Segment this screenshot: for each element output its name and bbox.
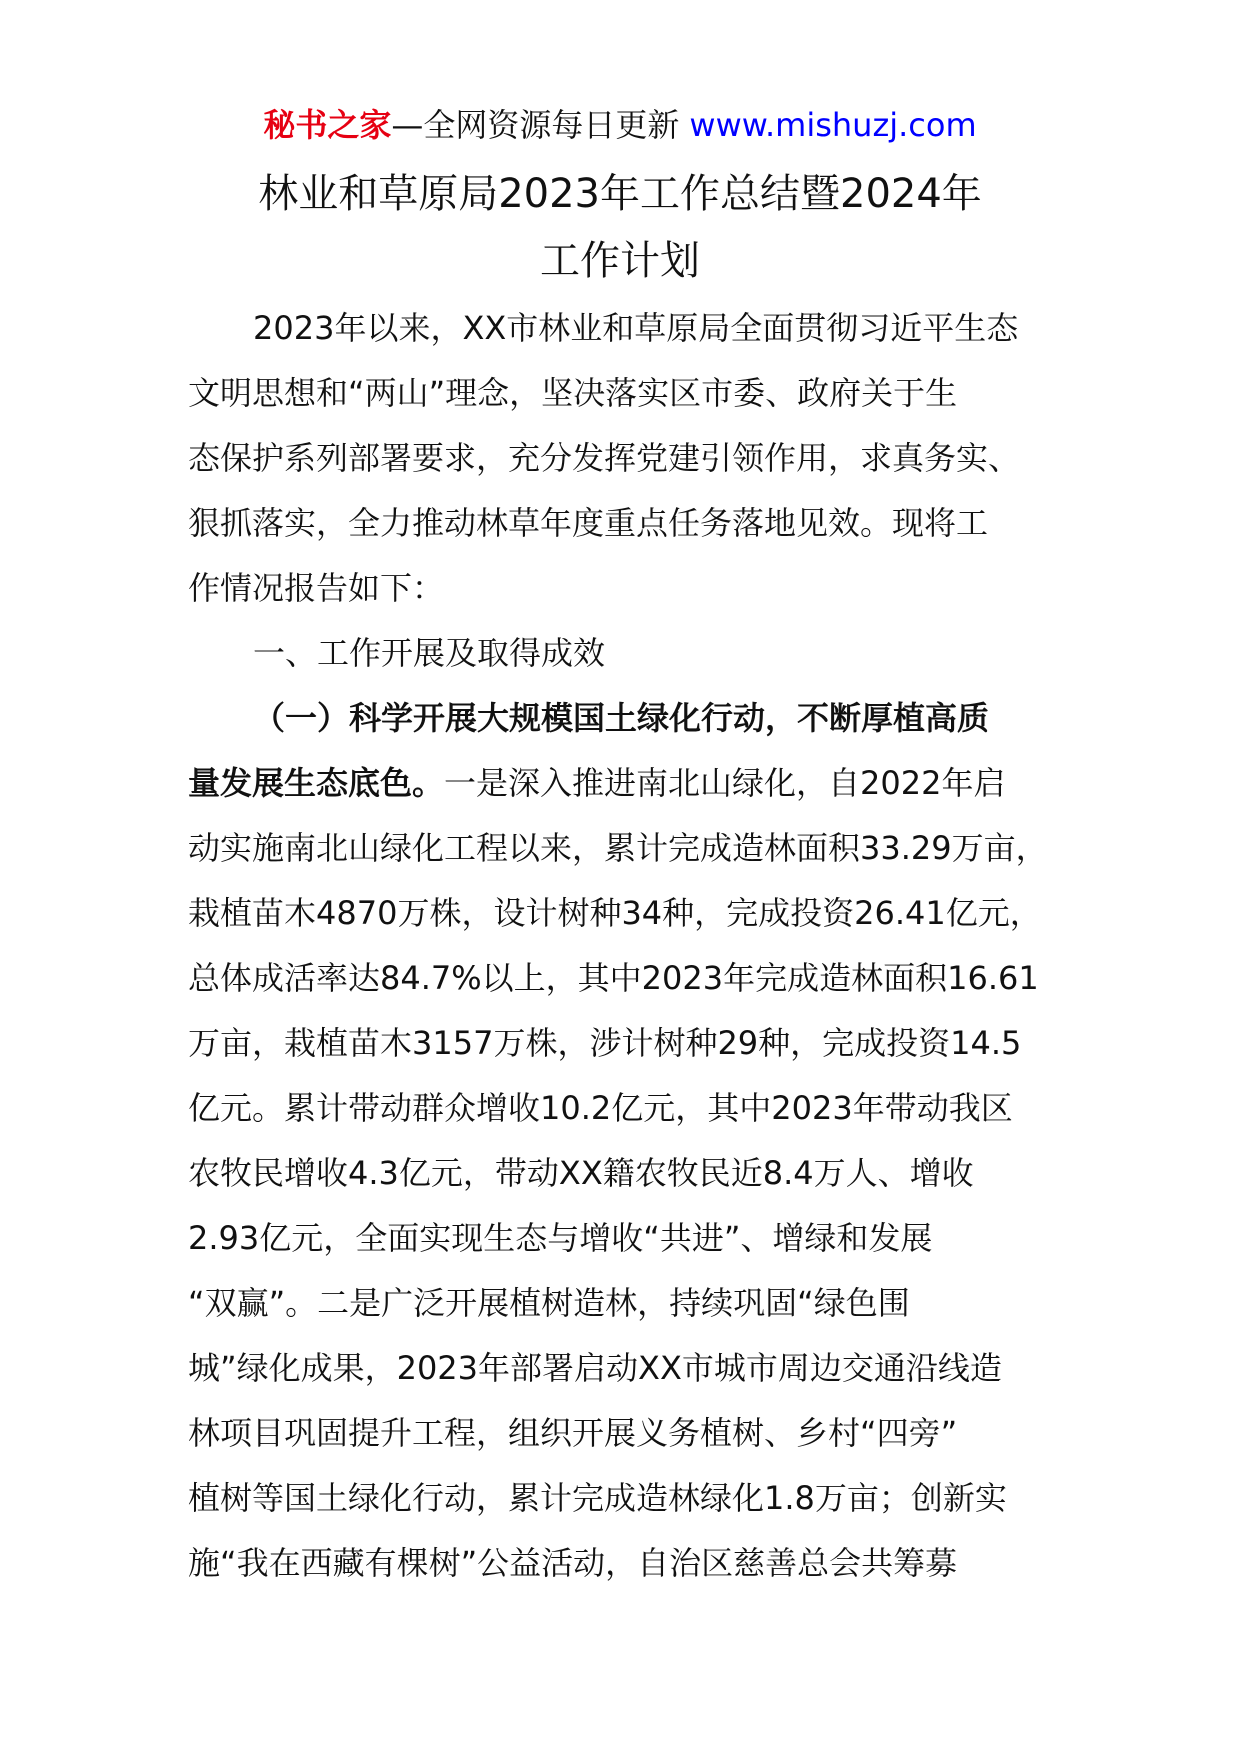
section-heading: 一、工作开展及取得成效 — [253, 634, 606, 672]
paragraph-line-mixed — [188, 751, 1088, 816]
paragraph-line: 总体成活率达84.7%以上，其中2023年完成造林面积16.61 — [188, 959, 1039, 997]
paragraph-line: 城”绿化成果，2023年部署启动XX市城市周边交通沿线造 — [188, 1349, 1002, 1387]
paragraph-line: 施“我在西藏有棵树”公益活动，自治区慈善总会共筹募 — [188, 1544, 958, 1582]
paragraph-line: 作情况报告如下： — [188, 569, 445, 607]
document-title-line-1: 林业和草原局2023年工作总结暨2024年 — [258, 171, 982, 217]
paragraph-line: 栽植苗木4870万株，设计树种34种，完成投资26.41亿元， — [188, 894, 1042, 932]
paragraph-line: 2.93亿元，全面实现生态与增收“共进”、增绿和发展 — [188, 1219, 933, 1257]
paragraph-line: 农牧民增收4.3亿元，带动XX籍农牧民近8.4万人、增收 — [188, 1154, 974, 1192]
paragraph-line: 2023年以来，XX市林业和草原局全面贯彻习近平生态 — [253, 309, 1019, 347]
paragraph-line: 动实施南北山绿化工程以来，累计完成造林面积33.29万亩， — [188, 829, 1048, 867]
paragraph-text: 一是深入推进南北山绿化，自2022年启 — [444, 764, 1006, 802]
paragraph-line: 文明思想和“两山”理念，坚决落实区市委、政府关于生 — [188, 374, 958, 412]
subsection-heading: （一）科学开展大规模国土绿化行动，不断厚植高质 — [253, 699, 990, 737]
site-url-link[interactable]: www.mishuzj.com — [689, 106, 977, 144]
subsection-heading-end: 量发展生态底色。 — [188, 764, 445, 802]
document-title-line-2: 工作计划 — [540, 238, 700, 284]
site-brand: 秘书之家 — [263, 106, 392, 144]
paragraph-line: 植树等国土绿化行动，累计完成造林绿化1.8万亩；创新实 — [188, 1479, 1007, 1517]
site-header — [0, 103, 1240, 147]
paragraph-line: 亿元。累计带动群众增收10.2亿元，其中2023年带动我区 — [188, 1089, 1013, 1127]
site-tagline: —全网资源每日更新 — [391, 106, 680, 144]
paragraph-line: 万亩，栽植苗木3157万株，涉计树种29种，完成投资14.5 — [188, 1024, 1022, 1062]
paragraph-line: 狠抓落实，全力推动林草年度重点任务落地见效。现将工 — [188, 504, 989, 542]
paragraph-line: 态保护系列部署要求，充分发挥党建引领作用，求真务实、 — [188, 439, 1021, 477]
paragraph-line: “双赢”。二是广泛开展植树造林，持续巩固“绿色围 — [188, 1284, 910, 1322]
paragraph-line: 林项目巩固提升工程，组织开展义务植树、乡村“四旁” — [188, 1414, 958, 1452]
document-body — [188, 296, 1088, 1596]
